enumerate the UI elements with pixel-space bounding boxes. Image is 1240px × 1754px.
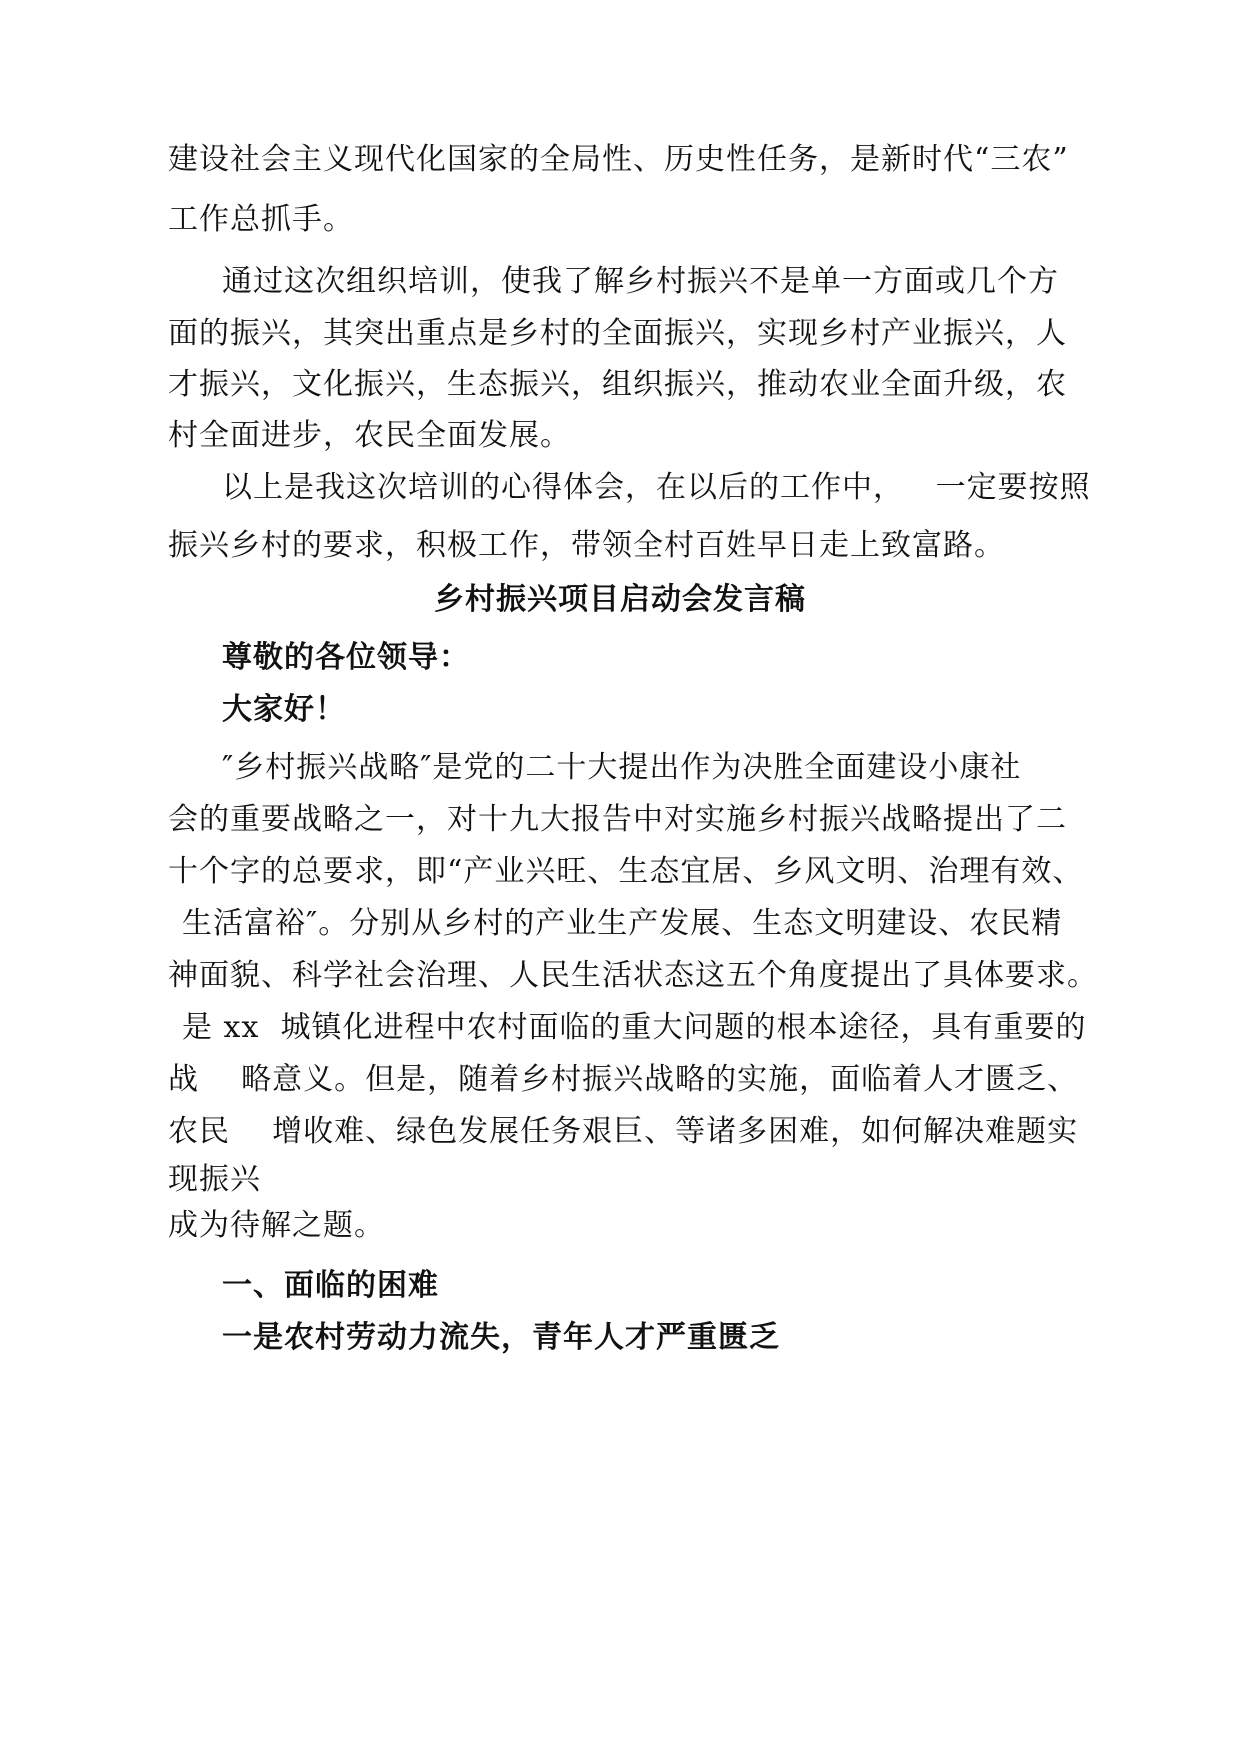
text-line: 农民 增收难、绿色发展任务艰巨、等诸多困难，如何解决难题实 bbox=[168, 1114, 1079, 1149]
text-line: 面的振兴，其突出重点是乡村的全面振兴，实现乡村产业振兴，人 bbox=[168, 316, 1067, 351]
salutation: 尊敬的各位领导： bbox=[222, 640, 470, 675]
text-line: 工作总抓手。 bbox=[168, 202, 354, 237]
text-line: 战 略意义。但是，随着乡村振兴战略的实施，面临着人才匮乏、 bbox=[168, 1062, 1079, 1097]
text-line: 生活富裕″。分别从乡村的产业生产发展、生态文明建设、农民精 bbox=[182, 906, 1063, 941]
text-line: 振兴乡村的要求，积极工作，带领全村百姓早日走上致富路。 bbox=[168, 528, 1005, 563]
text-line: 神面貌、科学社会治理、人民生活状态这五个角度提出了具体要求。 bbox=[168, 958, 1098, 993]
greeting: 大家好！ bbox=[222, 692, 346, 727]
text-line: 才振兴，文化振兴，生态振兴，组织振兴，推动农业全面升级，农 bbox=[168, 367, 1067, 402]
text-line: 以上是我这次培训的心得体会，在以后的工作中， 一定要按照 bbox=[222, 470, 1091, 505]
text-line: 通过这次组织培训，使我了解乡村振兴不是单一方面或几个方 bbox=[222, 264, 1059, 299]
text-line: ″乡村振兴战略″是党的二十大提出作为决胜全面建设小康社 bbox=[222, 750, 1022, 785]
text-line: 会的重要战略之一，对十九大报告中对实施乡村振兴战略提出了二 bbox=[168, 802, 1067, 837]
text-line: 建设社会主义现代化国家的全局性、历史性任务，是新时代“三农” bbox=[168, 142, 1069, 177]
section-heading: 一、面临的困难 bbox=[222, 1268, 439, 1303]
speech-title: 乡村振兴项目启动会发言稿 bbox=[434, 582, 806, 617]
text-line: 十个字的总要求，即“产业兴旺、生态宜居、乡风文明、治理有效、 bbox=[168, 854, 1084, 889]
text-line: 村全面进步，农民全面发展。 bbox=[168, 418, 571, 453]
text-line: 现振兴 bbox=[168, 1162, 261, 1197]
text-line: 是 xx 城镇化进程中农村面临的重大问题的根本途径，具有重要的 bbox=[182, 1010, 1087, 1045]
subsection-heading: 一是农村劳动力流失，青年人才严重匮乏 bbox=[222, 1320, 780, 1355]
text-line: 成为待解之题。 bbox=[168, 1208, 385, 1243]
